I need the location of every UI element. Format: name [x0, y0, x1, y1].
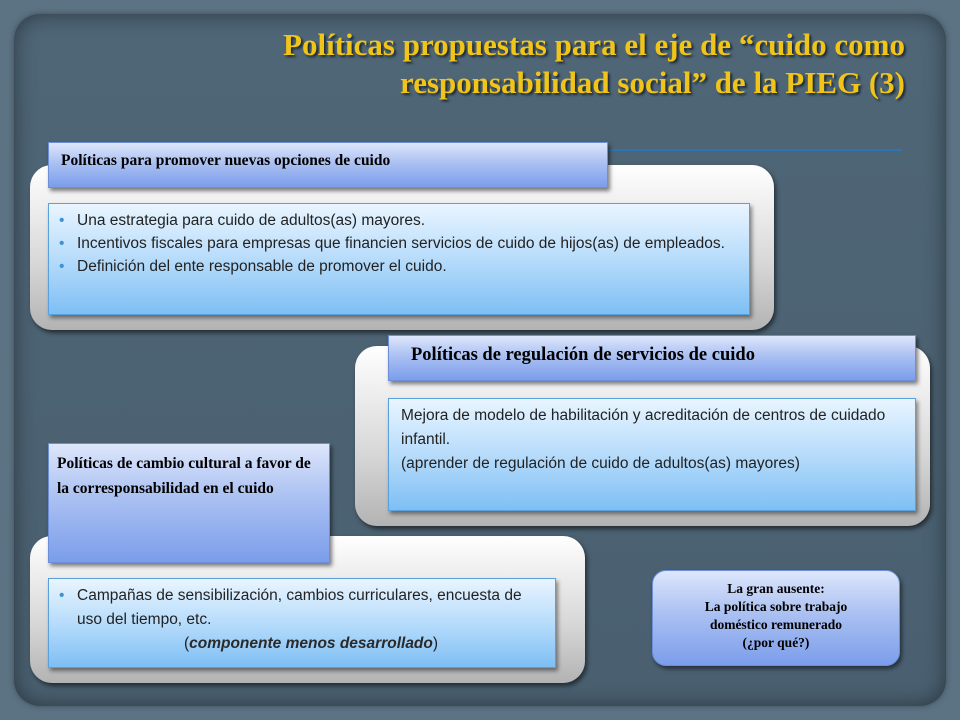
section1-header [48, 142, 608, 188]
slide-title-line-1: Políticas propuestas para el eje de “cuido como [283, 27, 905, 62]
note-line-2: La política sobre trabajo doméstico remunerado [704, 599, 848, 632]
section1-bullet-item: • Una estrategia para cuido de adultos(as) mayores. [57, 209, 725, 232]
section2-line-1: Mejora de modelo de habilitación y acreditación de centros de cuidado infantil. [401, 407, 886, 448]
section2-content [388, 398, 916, 511]
section3-header-text: Políticas de cambio cultural a favor de la corresponsabilidad en el cuido [57, 455, 311, 497]
section1-header-text: Políticas para promover nuevas opciones de cuido [61, 152, 391, 169]
absent-policy-note [652, 570, 900, 666]
bullet-icon: • [59, 258, 65, 275]
section3-bullet-list [57, 584, 545, 632]
section1-content [48, 203, 750, 315]
section1-bullet-list [57, 209, 725, 278]
section2-line-2: (aprender de regulación de cuido de adultos(as) mayores) [401, 455, 800, 472]
section3-emphasis: componente menos desarrollado [189, 635, 433, 652]
section2-header-text: Políticas de regulación de servicios de cuido [411, 345, 755, 365]
section3-bullet-item: • Campañas de sensibilización, cambios curriculares, encuesta de uso del tiempo, etc. [57, 584, 545, 632]
note-line-3: (¿por qué?) [742, 635, 810, 650]
section1-bullet-item: • Incentivos fiscales para empresas que financien servicios de cuido de hijos(as) de empleados. [57, 232, 725, 255]
section2-header [388, 335, 916, 381]
slide-title-line-2: responsabilidad social” de la PIEG (3) [400, 65, 905, 100]
section1-bullet-item: • Definición del ente responsable de promover el cuido. [57, 255, 725, 278]
note-line-1: La gran ausente: [727, 581, 825, 596]
slide-title [110, 26, 905, 102]
bullet-icon: • [59, 587, 65, 604]
bullet-icon: • [59, 235, 65, 252]
section3-header [48, 443, 330, 563]
section3-emphasis-line: (componente menos desarrollado) [183, 635, 439, 652]
section3-content [48, 578, 556, 668]
bullet-icon: • [59, 212, 65, 229]
